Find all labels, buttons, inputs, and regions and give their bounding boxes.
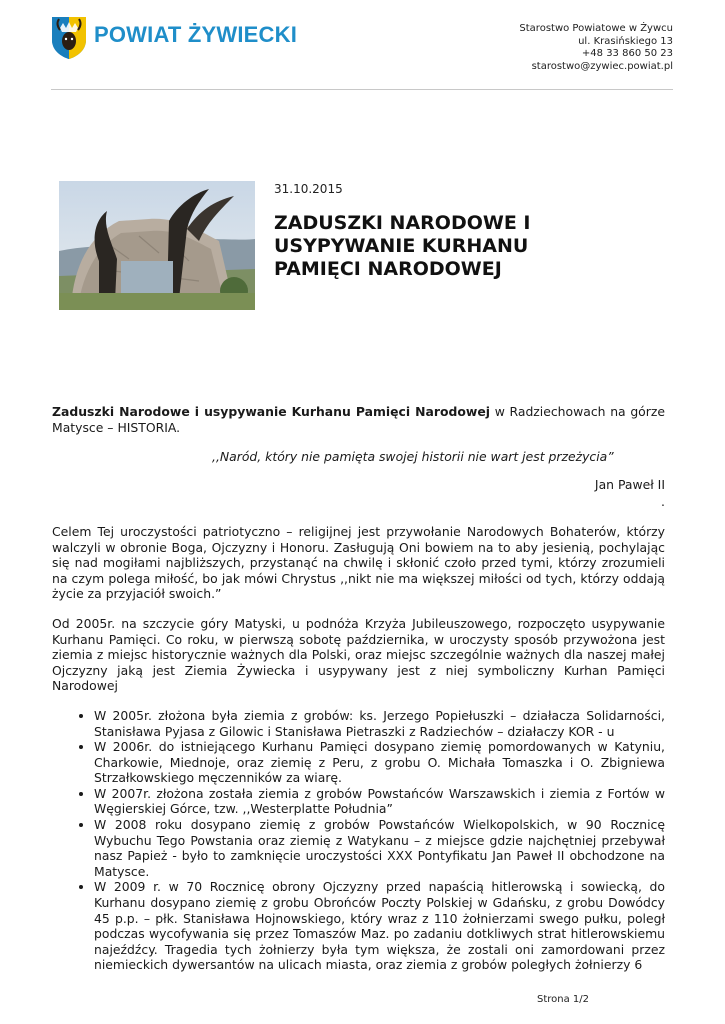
powiat-logo <box>51 16 298 60</box>
contact-email[interactable]: starostwo@zywiec.powiat.pl <box>531 60 673 72</box>
list-item: • W 2007r. złożona została ziemia z grobów Powstańców Warszawskich i ziemia z Fortów w Węgierskiej Górce, tzw. ,,Westerplatte Południa” <box>94 786 665 817</box>
list-item: • W 2009 r. w 70 Rocznicę obrony Ojczyzny przed napaścią hitlerowską i sowiecką, do Kurhanu dosypano ziemię z grobu Obrońców Poczty Polskiej w Gdańsku, z grobu Dowódcy 45 p.p. – płk. Stanisława Hojnowskiego, który wraz z 110 żołnierzami swego pułku, poległ podczas wycofywania się przez Tomaszów Maz. po zadaniu dotkliwych strat hitlerowskiemu najeźdźcy. Tragedia tych żołnierzy była tym większa, że zostali oni zamordowani przez niemieckich dywersantów na ulicach miasta, oraz ziemia z grobów poległych żołnierzy 6 <box>94 879 665 973</box>
lead-rest: w Radziechowach na górze Matysce – HISTORIA. <box>52 404 665 435</box>
logo-text: POWIAT ŻYWIECKI <box>94 22 298 47</box>
page-number: Strona 1/2 <box>537 994 590 1005</box>
quote-author: Jan Paweł II <box>594 476 665 492</box>
list-item: • W 2008 roku dosypano ziemię z grobów Powstańców Wielkopolskich, w 90 Rocznicę Wybuchu Tego Powstania oraz ziemię z Watykanu – z miejsce gdzie najchętniej przebywał nasz Papież - było to zamknięcie uroczystości XXX Pontyfikatu Jan Paweł II obchodzone na Matysce. <box>94 817 665 879</box>
paragraph-2: Od 2005r. na szczycie góry Matyski, u podnóża Krzyża Jubileuszowego, rozpoczęto usypywanie Kurhanu Pamięci. Co roku, w pierwszą sobotę października, w uroczysty sposób przywożona jest ziemia z miejsc historycznie ważnych dla Polski, oraz miejsc szczególnie ważnych dla naszej małej Ojczyzny jaką jest Ziemia Żywiecka i usypywany jest z niej symboliczny Kurhan Pamięci Narodowej <box>52 615 665 694</box>
contact-phone: +48 33 860 50 23 <box>581 48 673 59</box>
lead-paragraph <box>52 404 665 435</box>
contact-office: Starostwo Powiatowe w Żywcu <box>519 23 673 34</box>
lead-bold: Zaduszki Narodowe i usypywanie Kurhanu Pamięci Narodowej <box>52 404 491 419</box>
monument-photo <box>59 181 255 310</box>
header-divider <box>51 89 673 90</box>
paragraph-1: Celem Tej uroczystości patriotyczno – religijnej jest przywołanie Narodowych Bohaterów, którzy walczyli w obronie Boga, Ojczyzny i Honoru. Zasługują Oni bowiem na to aby jesienią, pochylając się nad mogiłami najbliższych, przystanąć na chwilę i skłonić czoło przed tymi, którzy zrozumieli na czym polega miłość, bo jak mówi Chrystus ,,nikt nie ma większej miłości od tych, którzy oddają życie za przyjaciół swoich.” <box>52 523 665 602</box>
article-date: 31.10.2015 <box>274 182 343 196</box>
coat-of-arms-icon <box>51 16 87 60</box>
quote: ,,Naród, który nie pamięta swojej historii nie wart jest przeżycia” <box>212 449 614 465</box>
list-item: • W 2005r. złożona była ziemia z grobów: ks. Jerzego Popiełuszki – działacza Solidarności, Stanisława Pyjasa z Gilowic i Stanisława Pietraszki z Radziechów – działaczy KOR - u <box>94 708 665 739</box>
contact-block <box>519 23 673 73</box>
contact-street: ul. Krasińskiego 13 <box>578 35 673 47</box>
article-body <box>52 404 665 973</box>
article-title: ZADUSZKI NARODOWE I USYPYWANIE KURHANU PAMIĘCI NARODOWEJ <box>274 212 531 280</box>
history-list <box>52 708 665 973</box>
quote-dot: . <box>661 494 665 510</box>
list-item: • W 2006r. do istniejącego Kurhanu Pamięci dosypano ziemię pomordowanych w Katyniu, Charkowie, Miednoje, oraz ziemię z Peru, z grobu O. Michała Tomaszka i O. Zbigniewa Strzałkowskiego męczenników za wiarę. <box>94 739 665 786</box>
